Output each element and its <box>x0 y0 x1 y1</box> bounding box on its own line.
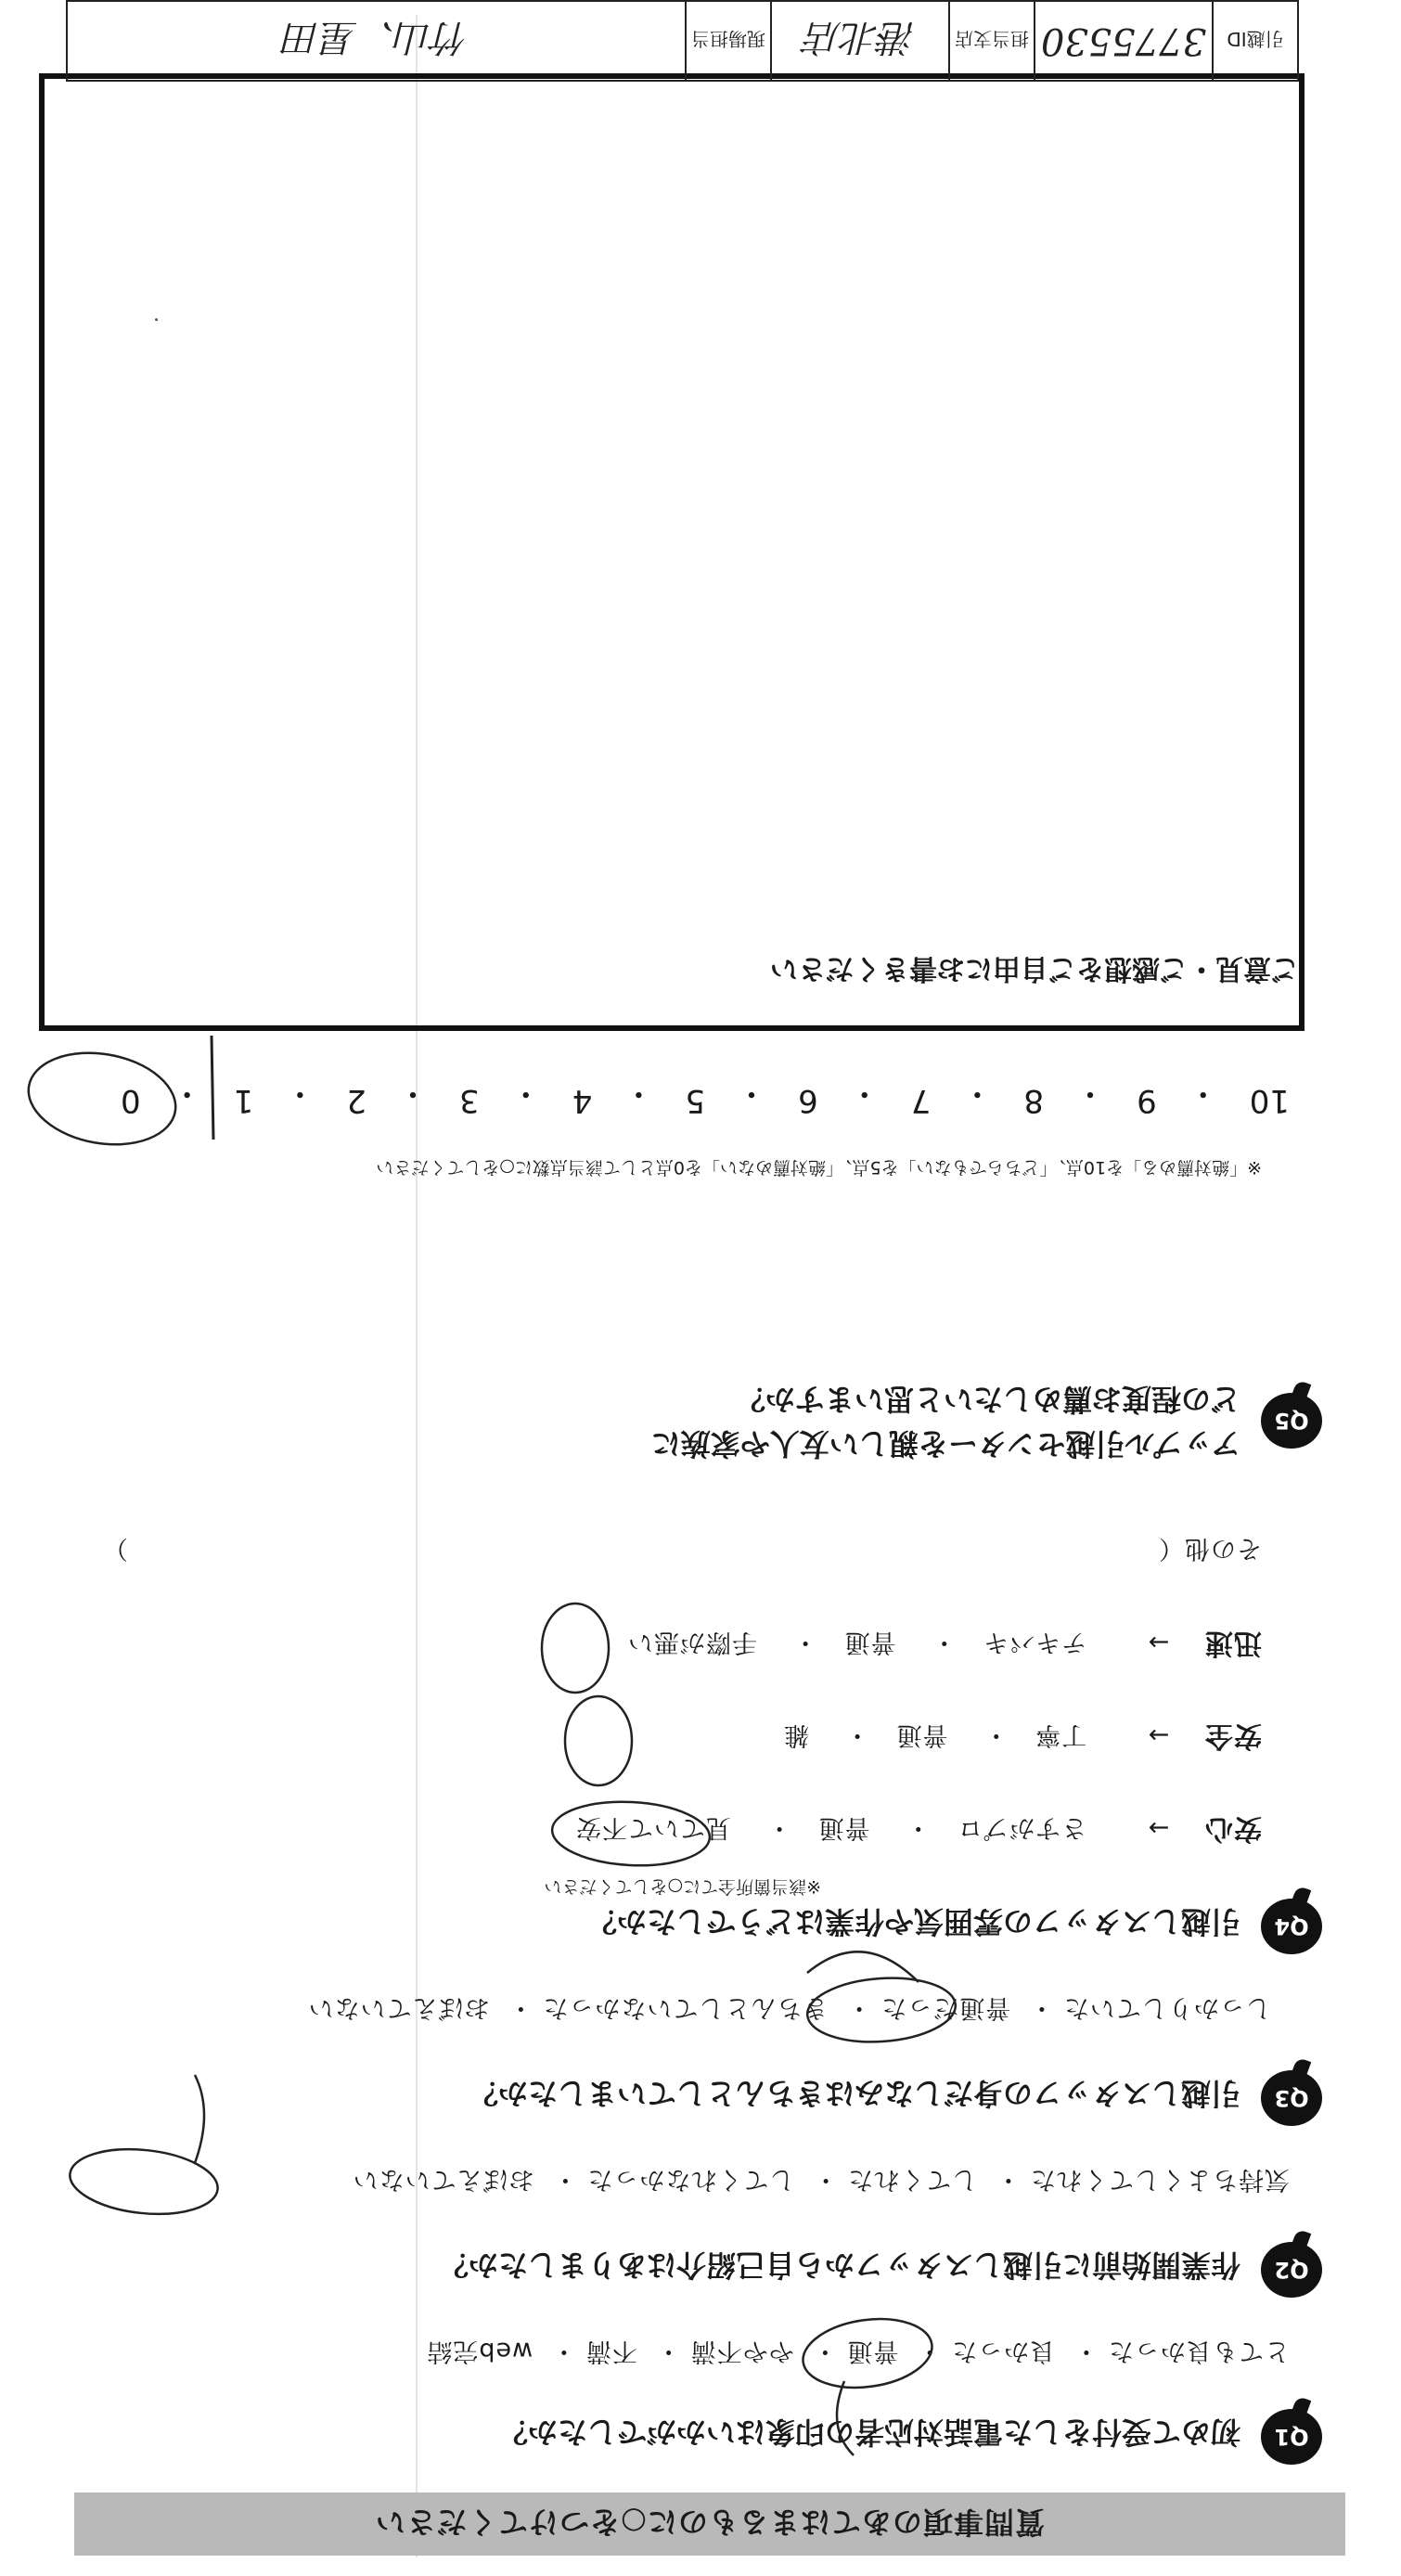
q4-note: ※該当箇所全てに○をしてください <box>544 1876 821 1897</box>
q3-badge: Q3 <box>1261 2070 1322 2126</box>
q1-option-5[interactable]: 不満 <box>585 2337 637 2365</box>
q2-option-4[interactable]: おぼえていない <box>352 2165 534 2194</box>
q4-row-3-option-2[interactable]: 普通 <box>843 1628 896 1656</box>
q3-option-3[interactable]: きちんとしていなかった <box>542 1993 829 2022</box>
q1-selection-tail <box>837 2381 854 2455</box>
q4-row-anshin: 安心 → さすがプロ ・ 普通 ・ 見ていて不安 <box>575 1812 1262 1845</box>
q3-options: しっかりしていた ・ 普通だった ・ きちんとしていなかった ・ おぼえていない <box>307 1993 1271 2022</box>
q4-row-3-label: 迅速 <box>1204 1627 1262 1659</box>
q1-option-6[interactable]: web完結 <box>426 2337 533 2365</box>
q1-option-1[interactable]: とても良かった <box>1108 2337 1290 2365</box>
q4-row-2-label: 安全 <box>1204 1719 1262 1752</box>
scale-9[interactable]: 9 <box>1137 1082 1157 1119</box>
q1-badge: Q1 <box>1261 2409 1322 2465</box>
q1-option-4[interactable]: やや不満 <box>689 2337 794 2365</box>
q4-row-1-option-3[interactable]: 見ていて不安 <box>575 1813 731 1842</box>
q4-other-label: その他（ <box>1158 1534 1262 1563</box>
scale-4[interactable]: 4 <box>572 1082 593 1119</box>
q1-option-2[interactable]: 良かった <box>951 2337 1056 2365</box>
q5-badge: Q5 <box>1261 1393 1322 1449</box>
q4-row-3-option-3[interactable]: 手際が悪い <box>627 1628 757 1656</box>
q4-row-3-option-1[interactable]: テキパキ <box>983 1628 1087 1656</box>
q3-option-1[interactable]: しっかりしていた <box>1063 1993 1271 2022</box>
q2-option-1[interactable]: 気持ちよくしてくれた <box>1030 2165 1290 2194</box>
scale-8[interactable]: 8 <box>1023 1082 1045 1119</box>
q5-selection-circle <box>21 1042 183 1155</box>
q5-pen-stroke <box>212 1036 213 1140</box>
q4-row-1-option-1[interactable]: さすがプロ <box>957 1813 1087 1842</box>
q4-row-3-arrow: → <box>1147 1628 1170 1656</box>
q3-text: 引越しスタッフの身だしなみはきちんとしていましたか？ <box>468 2076 1240 2111</box>
staff-label-cell: 現場担当 <box>685 2 770 80</box>
branch-value: 港北店 <box>804 16 916 59</box>
q4-row2-selection-circle <box>565 1696 632 1785</box>
q4-row3-selection-circle <box>542 1604 609 1693</box>
q1-selection-circle <box>799 2312 937 2396</box>
q2-selection-tail <box>195 2075 204 2163</box>
q2-option-3[interactable]: してくれなかった <box>586 2165 795 2194</box>
scale-2[interactable]: 2 <box>346 1082 366 1119</box>
scale-1[interactable]: 1 <box>233 1082 254 1119</box>
q4-row1-selection-circle <box>550 1798 711 1870</box>
q4-row-jinsoku: 迅速 → テキパキ ・ 普通 ・ 手際が悪い <box>627 1627 1262 1659</box>
q3-option-4[interactable]: おぼえていない <box>307 1993 490 2022</box>
q1-text: 初めて受付をした電話対応者の印象はいかがでしたか？ <box>497 2415 1240 2450</box>
q1-option-3[interactable]: 普通 <box>846 2337 899 2365</box>
staff-value: 竹山、星田 <box>283 16 469 59</box>
q5-scale: 10 ・ 9 ・ 8 ・ 7 ・ 6 ・ 5 ・ 4 ・ 3 ・ 2 ・ 1 ・ 0 <box>121 1075 1290 1119</box>
q4-row-1-label: 安心 <box>1204 1812 1262 1845</box>
q4-row-1-arrow: → <box>1147 1813 1170 1842</box>
q4-other-close: ） <box>102 1534 128 1563</box>
q4-row-2-option-1[interactable]: 丁寧 <box>1035 1720 1087 1749</box>
q1-options: とても良かった ・ 良かった ・ 普通 ・ やや不満 ・ 不満 ・ web完結 <box>426 2337 1290 2365</box>
q4-row-2-arrow: → <box>1147 1720 1170 1749</box>
q5-text-line1: アップル引越センターを親しい友人や家族に <box>650 1426 1240 1462</box>
q2-options: 気持ちよくしてくれた ・ してくれた ・ してくれなかった ・ おぼえていない <box>352 2165 1290 2194</box>
q2-badge: Q2 <box>1261 2242 1322 2298</box>
q3-option-2[interactable]: 普通だった <box>880 1993 1011 2022</box>
scale-7[interactable]: 7 <box>910 1082 932 1119</box>
id-label-cell: 引越ID <box>1212 2 1297 80</box>
scale-3[interactable]: 3 <box>459 1082 480 1119</box>
scale-10[interactable]: 10 <box>1249 1082 1290 1119</box>
branch-label-cell: 担当支店 <box>948 2 1034 80</box>
q4-row-2-option-2[interactable]: 普通 <box>895 1720 948 1749</box>
speck <box>155 318 158 321</box>
q3-selection-circle <box>805 1974 958 2047</box>
scale-5[interactable]: 5 <box>685 1082 706 1119</box>
q2-text: 作業開始前に引越しスタッフから自己紹介はありましたか？ <box>438 2248 1240 2283</box>
q4-text: 引越しスタッフの雰囲気や作業はどうでしたか？ <box>586 1904 1240 1939</box>
instructions-text: 質問事項のあてはまるものに○をつけてください <box>375 2505 1045 2540</box>
comments-label: ご意見・ご感想をご自由にお書きください <box>770 952 1299 985</box>
q2-option-2[interactable]: してくれた <box>847 2165 978 2194</box>
q4-row-2-option-3[interactable]: 雑 <box>783 1720 809 1749</box>
q4-row-1-option-2[interactable]: 普通 <box>817 1813 870 1842</box>
scale-6[interactable]: 6 <box>798 1082 818 1119</box>
id-value: 3775530 <box>1040 19 1207 62</box>
q4-row-anzen: 安全 → 丁寧 ・ 普通 ・ 雑 <box>783 1719 1262 1752</box>
q5-text-line2: どの程度お薦めしたいと思いますか？ <box>735 1382 1240 1417</box>
scale-0[interactable]: 0 <box>121 1082 141 1119</box>
q5-note: ※「絶対薦める」を10点、「どちらでもない」を5点、「絶対薦めない」を0点として該当点数に○をしてください <box>376 1157 1262 1178</box>
q4-badge: Q4 <box>1261 1899 1322 1954</box>
